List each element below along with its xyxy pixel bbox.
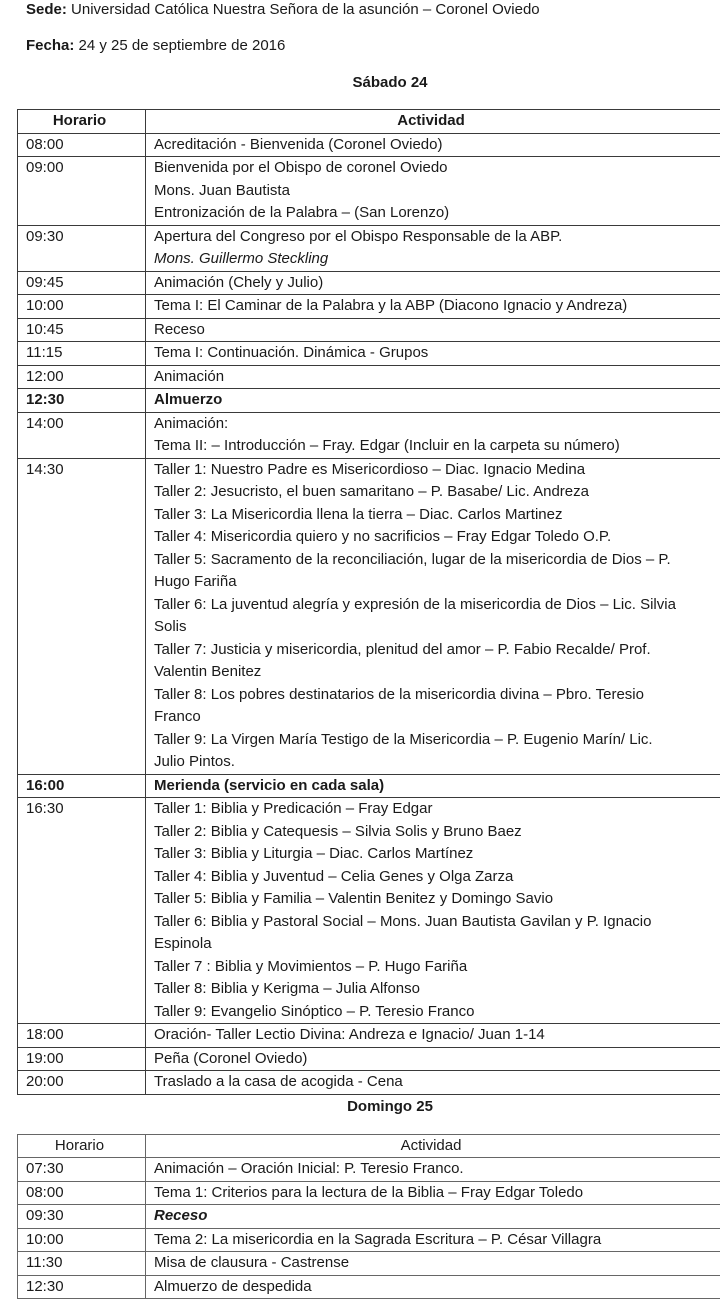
fecha-value: 24 y 25 de septiembre de 2016 <box>74 37 285 54</box>
column-header-activity: Actividad <box>146 1134 720 1158</box>
activity-line: Animación – Oración Inicial: P. Teresio Franco. <box>154 1158 716 1181</box>
activity-cell <box>146 365 720 389</box>
time-cell: 09:00 <box>18 157 146 226</box>
activity-line: Taller 5: Sacramento de la reconciliación, lugar de la misericordia de Dios – P. <box>154 549 716 572</box>
activity-cell <box>146 295 720 319</box>
activity-line: Taller 1: Nuestro Padre es Misericordioso – Diac. Ignacio Medina <box>154 459 716 482</box>
time-cell: 12:30 <box>18 389 146 413</box>
saturday-title: Sábado 24 <box>0 73 720 93</box>
activity-line: Julio Pintos. <box>154 751 716 774</box>
table-row <box>18 157 720 226</box>
time-cell: 10:00 <box>18 295 146 319</box>
time-cell: 19:00 <box>18 1047 146 1071</box>
activity-line: Tema II: – Introducción – Fray. Edgar (Incluir en la carpeta su número) <box>154 435 716 458</box>
activity-line: Oración- Taller Lectio Divina: Andreza e Ignacio/ Juan 1-14 <box>154 1024 716 1047</box>
activity-line: Solis <box>154 616 716 639</box>
activity-line: Animación: <box>154 413 716 436</box>
activity-line: Taller 6: La juventud alegría y expresión de la misericordia de Dios – Lic. Silvia <box>154 594 716 617</box>
activity-cell <box>146 318 720 342</box>
column-header-activity: Actividad <box>146 110 720 134</box>
table-row <box>18 1158 720 1182</box>
activity-line: Animación <box>154 366 716 389</box>
table-row <box>18 133 720 157</box>
activity-line: Bienvenida por el Obispo de coronel Oviedo <box>154 157 716 180</box>
activity-line: Tema I: Continuación. Dinámica - Grupos <box>154 342 716 365</box>
activity-line: Taller 7: Justicia y misericordia, plenitud del amor – P. Fabio Recalde/ Prof. <box>154 639 716 662</box>
activity-cell <box>146 774 720 798</box>
time-cell: 09:30 <box>18 225 146 271</box>
column-header-time: Horario <box>18 110 146 134</box>
activity-line: Taller 5: Biblia y Familia – Valentin Benitez y Domingo Savio <box>154 888 716 911</box>
activity-line: Taller 9: Evangelio Sinóptico – P. Teresio Franco <box>154 1001 716 1024</box>
table-row <box>18 225 720 271</box>
time-cell: 16:30 <box>18 798 146 1024</box>
activity-cell <box>146 1275 720 1299</box>
activity-line: Taller 2: Jesucristo, el buen samaritano – P. Basabe/ Lic. Andreza <box>154 481 716 504</box>
table-row <box>18 1047 720 1071</box>
activity-line: Merienda (servicio en cada sala) <box>154 775 716 798</box>
activity-line: Tema 2: La misericordia en la Sagrada Escritura – P. César Villagra <box>154 1229 716 1252</box>
activity-line: Receso <box>154 1205 716 1228</box>
activity-line: Taller 3: La Misericordia llena la tierra – Diac. Carlos Martinez <box>154 504 716 527</box>
activity-line: Acreditación - Bienvenida (Coronel Oviedo) <box>154 134 716 157</box>
fecha-label: Fecha: <box>26 37 74 54</box>
activity-line: Tema I: El Caminar de la Palabra y la ABP (Diacono Ignacio y Andreza) <box>154 295 716 318</box>
activity-cell <box>146 1181 720 1205</box>
sunday-title: Domingo 25 <box>0 1097 720 1117</box>
table-row <box>18 318 720 342</box>
activity-line: Taller 4: Misericordia quiero y no sacrificios – Fray Edgar Toledo O.P. <box>154 526 716 549</box>
table-row <box>18 458 720 774</box>
activity-line: Taller 6: Biblia y Pastoral Social – Mons. Juan Bautista Gavilan y P. Ignacio <box>154 911 716 934</box>
activity-line: Taller 2: Biblia y Catequesis – Silvia Solis y Bruno Baez <box>154 821 716 844</box>
activity-line: Mons. Guillermo Steckling <box>154 248 716 271</box>
time-cell: 10:00 <box>18 1228 146 1252</box>
time-cell: 12:00 <box>18 365 146 389</box>
activity-line: Almuerzo <box>154 389 716 412</box>
activity-cell <box>146 389 720 413</box>
activity-cell <box>146 1024 720 1048</box>
time-cell: 09:30 <box>18 1205 146 1229</box>
activity-line: Taller 9: La Virgen María Testigo de la Misericordia – P. Eugenio Marín/ Lic. <box>154 729 716 752</box>
activity-cell <box>146 271 720 295</box>
activity-line: Taller 8: Los pobres destinatarios de la misericordia divina – Pbro. Teresio <box>154 684 716 707</box>
table-header-row <box>18 1134 720 1158</box>
activity-cell <box>146 412 720 458</box>
activity-line: Espinola <box>154 933 716 956</box>
table-row <box>18 1228 720 1252</box>
activity-line: Hugo Fariña <box>154 571 716 594</box>
table-row <box>18 342 720 366</box>
time-cell: 09:45 <box>18 271 146 295</box>
time-cell: 18:00 <box>18 1024 146 1048</box>
time-cell: 14:30 <box>18 458 146 774</box>
activity-cell <box>146 342 720 366</box>
time-cell: 11:30 <box>18 1252 146 1276</box>
sede-line <box>26 0 716 20</box>
activity-line: Almuerzo de despedida <box>154 1276 716 1299</box>
activity-cell <box>146 1205 720 1229</box>
time-cell: 12:30 <box>18 1275 146 1299</box>
table-row <box>18 295 720 319</box>
activity-line: Mons. Juan Bautista <box>154 180 716 203</box>
time-cell: 10:45 <box>18 318 146 342</box>
table-row <box>18 798 720 1024</box>
activity-line: Taller 4: Biblia y Juventud – Celia Genes y Olga Zarza <box>154 866 716 889</box>
activity-line: Valentin Benitez <box>154 661 716 684</box>
table-row <box>18 389 720 413</box>
table-row <box>18 1252 720 1276</box>
activity-cell <box>146 1252 720 1276</box>
activity-cell <box>146 157 720 226</box>
table-row <box>18 774 720 798</box>
activity-line: Misa de clausura - Castrense <box>154 1252 716 1275</box>
activity-line: Apertura del Congreso por el Obispo Responsable de la ABP. <box>154 226 716 249</box>
activity-cell <box>146 1158 720 1182</box>
table-row <box>18 1024 720 1048</box>
time-cell: 14:00 <box>18 412 146 458</box>
saturday-schedule-table <box>17 109 720 1095</box>
activity-cell <box>146 798 720 1024</box>
activity-line: Animación (Chely y Julio) <box>154 272 716 295</box>
activity-cell <box>146 133 720 157</box>
activity-line: Taller 1: Biblia y Predicación – Fray Edgar <box>154 798 716 821</box>
table-row <box>18 365 720 389</box>
activity-cell <box>146 1047 720 1071</box>
time-cell: 20:00 <box>18 1071 146 1095</box>
sede-value: Universidad Católica Nuestra Señora de la asunción – Coronel Oviedo <box>67 1 540 18</box>
sunday-schedule-table <box>17 1134 720 1300</box>
activity-line: Traslado a la casa de acogida - Cena <box>154 1071 716 1094</box>
activity-cell <box>146 1228 720 1252</box>
activity-cell <box>146 225 720 271</box>
activity-line: Tema 1: Criterios para la lectura de la Biblia – Fray Edgar Toledo <box>154 1182 716 1205</box>
sede-label: Sede: <box>26 1 67 18</box>
time-cell: 16:00 <box>18 774 146 798</box>
table-row <box>18 1071 720 1095</box>
table-row <box>18 1205 720 1229</box>
activity-line: Entronización de la Palabra – (San Lorenzo) <box>154 202 716 225</box>
table-header-row <box>18 110 720 134</box>
activity-cell <box>146 458 720 774</box>
activity-line: Peña (Coronel Oviedo) <box>154 1048 716 1071</box>
activity-line: Taller 3: Biblia y Liturgia – Diac. Carlos Martínez <box>154 843 716 866</box>
table-row <box>18 1275 720 1299</box>
activity-line: Franco <box>154 706 716 729</box>
table-row <box>18 1181 720 1205</box>
table-row <box>18 412 720 458</box>
time-cell: 08:00 <box>18 1181 146 1205</box>
activity-line: Taller 7 : Biblia y Movimientos – P. Hugo Fariña <box>154 956 716 979</box>
time-cell: 08:00 <box>18 133 146 157</box>
table-row <box>18 271 720 295</box>
activity-cell <box>146 1071 720 1095</box>
time-cell: 07:30 <box>18 1158 146 1182</box>
fecha-line <box>26 36 716 56</box>
time-cell: 11:15 <box>18 342 146 366</box>
column-header-time: Horario <box>18 1134 146 1158</box>
activity-line: Taller 8: Biblia y Kerigma – Julia Alfonso <box>154 978 716 1001</box>
activity-line: Receso <box>154 319 716 342</box>
